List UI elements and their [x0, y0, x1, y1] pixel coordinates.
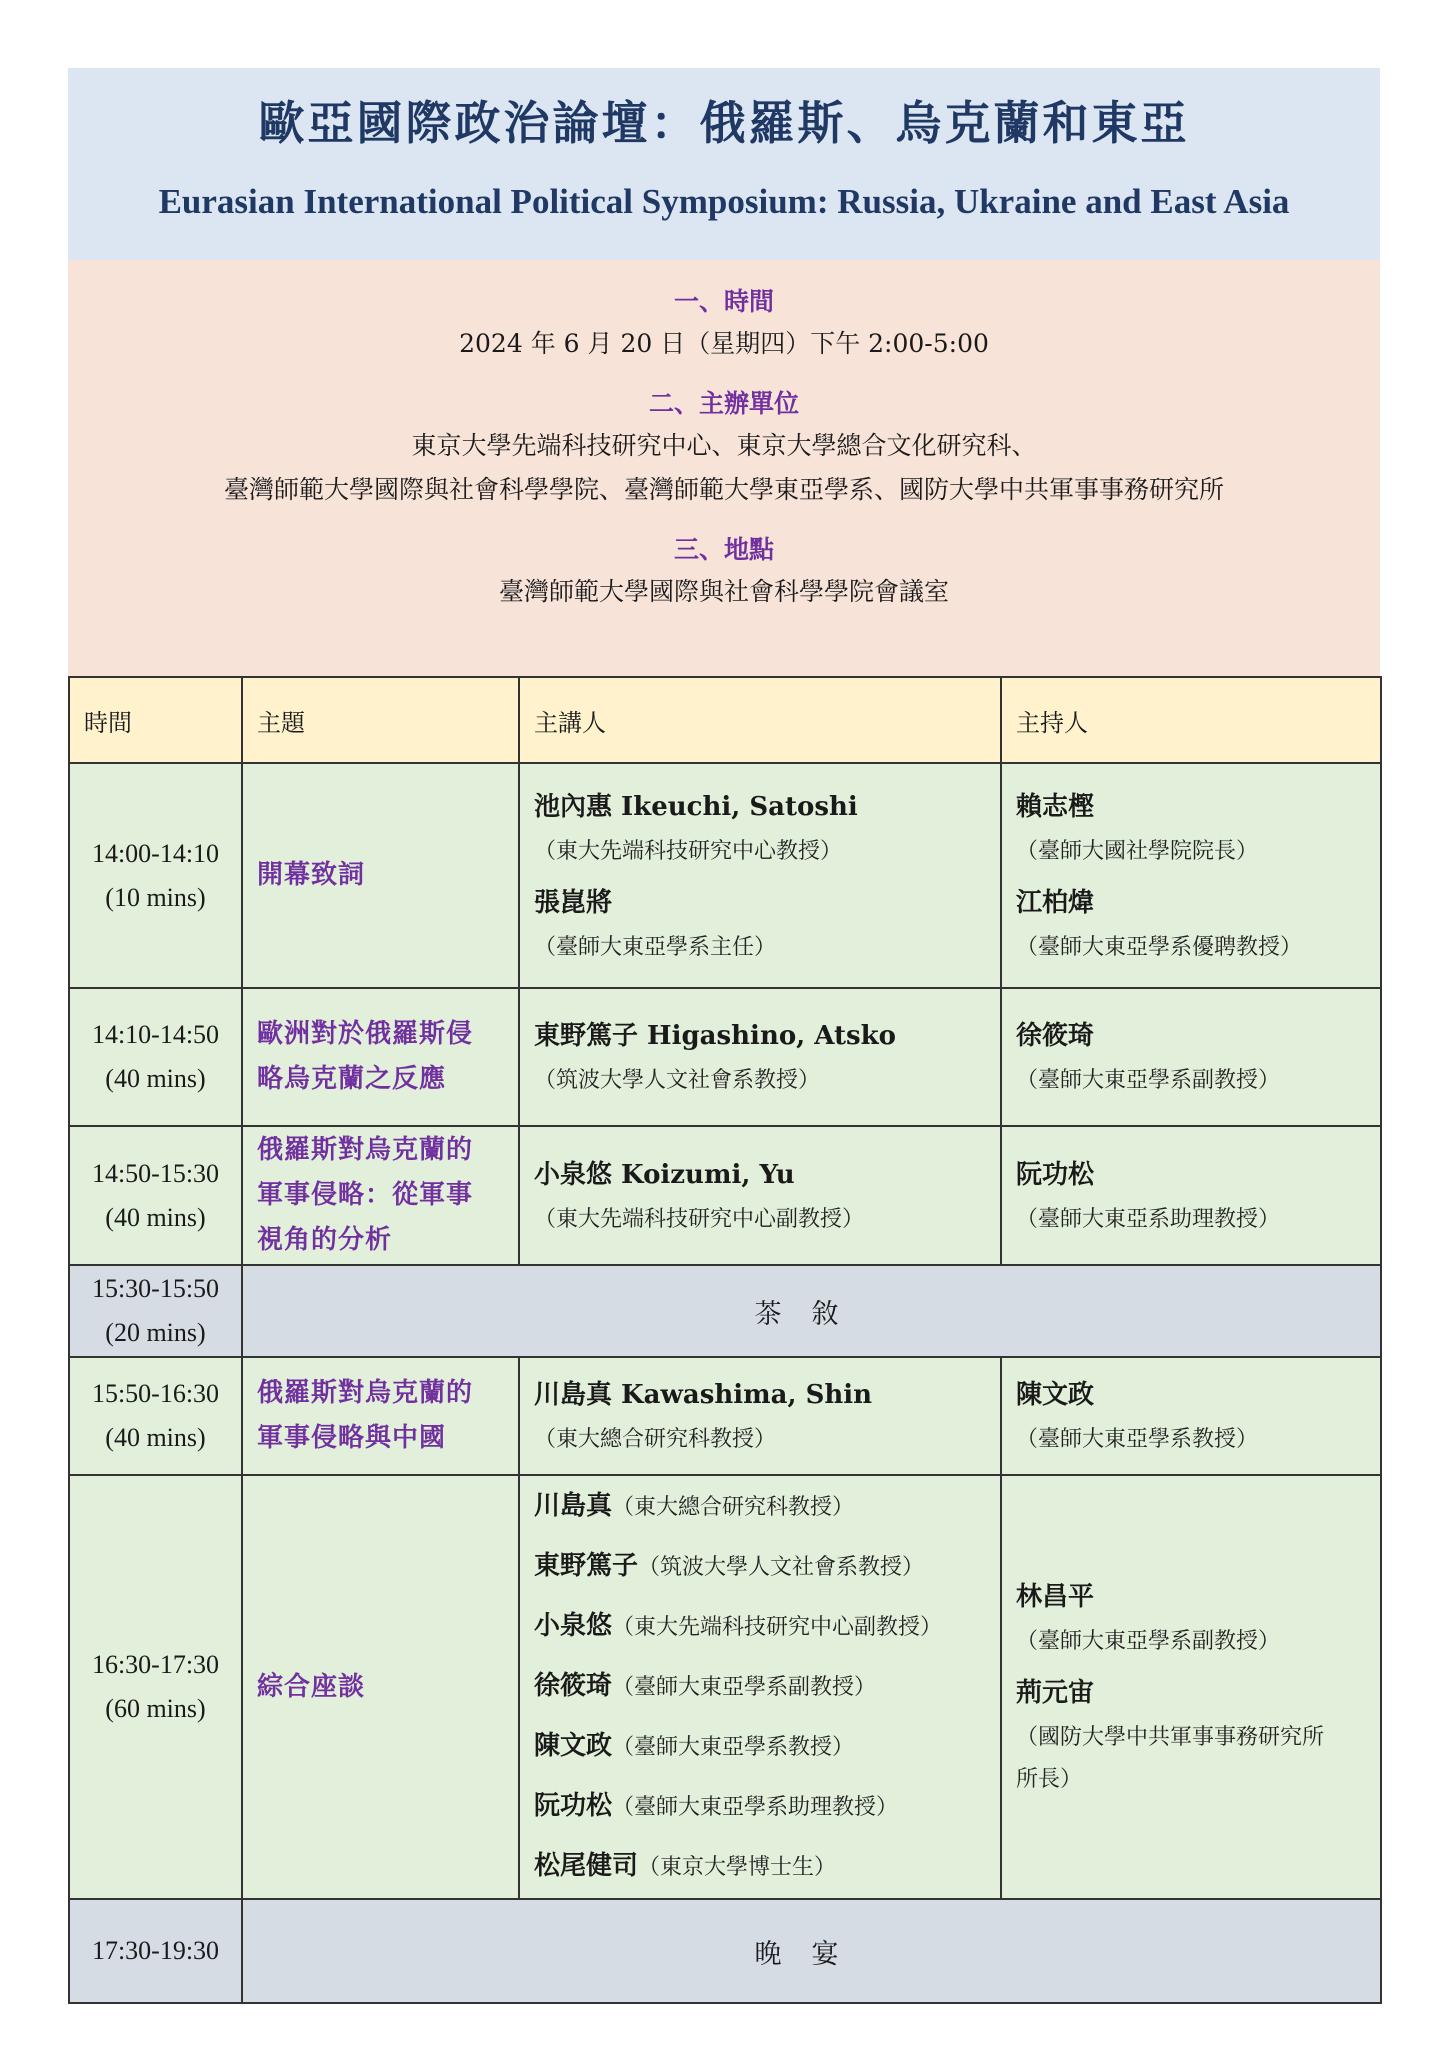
panelist-name: 松尾健司 — [534, 1851, 639, 1881]
title-zh: 歐亞國際政治論壇：俄羅斯、烏克蘭和東亞 — [258, 96, 1190, 150]
time-cell — [69, 1265, 242, 1357]
topic: 開幕致詞 — [257, 860, 366, 890]
speaker-name: 小泉悠 Koizumi, Yu — [534, 1159, 795, 1190]
topic-cell — [242, 763, 519, 988]
panelist — [534, 1657, 999, 1717]
speaker-name: 張崑將 — [534, 887, 613, 918]
topic-cell — [242, 1475, 519, 1899]
speaker-affiliation: （東大總合研究科教授） — [534, 1427, 777, 1452]
time-heading: 一、時間 — [673, 287, 774, 316]
duration: (10 mins) — [105, 882, 206, 912]
moderator-name: 徐筱琦 — [1016, 1021, 1095, 1051]
venue-text: 臺灣師範大學國際與社會科學學院會議室 — [498, 577, 949, 606]
panelist — [534, 1717, 999, 1777]
moderator-name: 陳文政 — [1016, 1380, 1095, 1410]
duration: (20 mins) — [105, 1318, 206, 1347]
moderator-name: 荊元宙 — [1016, 1678, 1095, 1708]
topic-line: 俄羅斯對烏克蘭的 — [257, 1378, 474, 1408]
time-range: 14:50-15:30 — [91, 1158, 220, 1188]
panelist-name: 東野篤子 — [534, 1551, 639, 1581]
moderator-affiliation: （國防大學中共軍事事務研究所 — [1016, 1725, 1325, 1750]
panelist-name: 阮功松 — [534, 1791, 613, 1821]
tea-break-label: 茶敘 — [242, 1265, 1381, 1357]
venue-heading: 三、地點 — [673, 535, 774, 564]
moderator-name: 江柏煒 — [1016, 887, 1095, 918]
panelist — [534, 1477, 999, 1537]
speaker-name: 東野篤子 Higashino, Atsko — [534, 1021, 897, 1051]
time-cell — [69, 1899, 242, 2003]
panelist-name: 陳文政 — [534, 1731, 613, 1761]
program-sheet — [68, 68, 1380, 2004]
duration: (60 mins) — [105, 1694, 206, 1723]
speaker-affiliation: （筑波大學人文社會系教授） — [534, 1068, 821, 1093]
panelist-affiliation: （臺師大東亞學系教授） — [612, 1735, 855, 1760]
panelist-affiliation: （臺師大東亞學系副教授） — [612, 1675, 877, 1700]
moderator-affiliation: （臺師大國社學院院長） — [1016, 838, 1259, 864]
panelist-name: 小泉悠 — [534, 1611, 613, 1641]
speaker-cell — [519, 763, 1001, 988]
moderator-name: 林昌平 — [1016, 1582, 1095, 1612]
time-cell — [69, 988, 242, 1126]
duration: (40 mins) — [105, 1202, 206, 1232]
table-row — [69, 988, 1381, 1126]
topic-cell — [242, 1357, 519, 1475]
panelist — [534, 1777, 999, 1837]
time-range: 17:30-19:30 — [91, 1936, 220, 1965]
panelist — [534, 1597, 999, 1657]
time-range: 14:00-14:10 — [91, 838, 220, 868]
panelist-affiliation: （東大總合研究科教授） — [612, 1495, 855, 1520]
time-range: 16:30-17:30 — [91, 1650, 220, 1679]
time-range: 14:10-14:50 — [91, 1020, 220, 1049]
header-time: 時間 — [69, 677, 242, 763]
speaker-cell — [519, 1357, 1001, 1475]
time-range: 15:50-16:30 — [91, 1379, 220, 1408]
duration: (40 mins) — [105, 1064, 206, 1093]
moderator-affiliation: （臺師大東亞學系副教授） — [1016, 1068, 1281, 1093]
speaker-name: 池內惠 Ikeuchi, Satoshi — [534, 791, 858, 822]
header-moderator: 主持人 — [1001, 677, 1381, 763]
topic-cell — [242, 988, 519, 1126]
topic-line: 略烏克蘭之反應 — [257, 1064, 447, 1094]
speaker-affiliation: （臺師大東亞學系主任） — [534, 934, 777, 960]
moderator-affiliation: （臺師大東亞學系教授） — [1016, 1427, 1259, 1452]
header-topic: 主題 — [242, 677, 519, 763]
table-row — [69, 1357, 1381, 1475]
topic-line: 軍事侵略與中國 — [257, 1423, 447, 1453]
break-row — [69, 1899, 1381, 2003]
time-cell — [69, 763, 242, 988]
break-row — [69, 1265, 1381, 1357]
moderator-affiliation: 所長） — [1016, 1767, 1083, 1792]
panelist-affiliation: （東大先端科技研究中心副教授） — [612, 1615, 943, 1640]
time-cell — [69, 1126, 242, 1265]
time-text: 2024 年 6 月 20 日（星期四）下午 2:00-5:00 — [459, 329, 989, 358]
moderator-affiliation: （臺師大東亞系助理教授） — [1016, 1206, 1281, 1232]
organizer-line-2: 臺灣師範大學國際與社會科學學院、臺灣師範大學東亞學系、國防大學中共軍事事務研究所 — [223, 475, 1224, 504]
table-row — [69, 1475, 1381, 1899]
panelist-name: 徐筱琦 — [534, 1671, 613, 1701]
organizer-line-1: 東京大學先端科技研究中心、東京大學總合文化研究科、 — [411, 431, 1037, 460]
moderator-cell — [1001, 763, 1381, 988]
time-range: 15:30-15:50 — [91, 1274, 220, 1303]
table-header-row — [69, 677, 1381, 763]
title-band — [68, 68, 1380, 260]
panelist-affiliation: （東京大學博士生） — [638, 1855, 837, 1880]
speaker-name: 川島真 Kawashima, Shin — [534, 1380, 873, 1410]
panelist-name: 川島真 — [534, 1491, 613, 1521]
topic-cell — [242, 1126, 519, 1265]
moderator-cell — [1001, 988, 1381, 1126]
panelist-affiliation: （筑波大學人文社會系教授） — [638, 1555, 925, 1580]
speaker-affiliation: （東大先端科技研究中心教授） — [534, 838, 843, 864]
header-speaker: 主講人 — [519, 677, 1001, 763]
schedule-table — [68, 676, 1382, 2004]
panelist — [534, 1837, 999, 1897]
moderator-cell — [1001, 1126, 1381, 1265]
dinner-label: 晚宴 — [242, 1899, 1381, 2003]
time-cell — [69, 1357, 242, 1475]
table-row — [69, 1126, 1381, 1265]
topic-line: 歐洲對於俄羅斯侵 — [257, 1019, 474, 1049]
organizer-heading: 二、主辦單位 — [648, 389, 799, 418]
panelist-affiliation: （臺師大東亞學系助理教授） — [612, 1795, 899, 1820]
moderator-name: 阮功松 — [1016, 1159, 1095, 1190]
moderator-cell — [1001, 1475, 1381, 1899]
info-band — [68, 260, 1380, 676]
moderator-affiliation: （臺師大東亞學系優聘教授） — [1016, 934, 1303, 960]
title-en: Eurasian International Political Symposium: Russia, Ukraine and East Asia — [158, 182, 1290, 221]
time-cell — [69, 1475, 242, 1899]
moderator-name: 賴志樫 — [1016, 791, 1095, 822]
topic-line: 俄羅斯對烏克蘭的 — [257, 1135, 474, 1165]
panelist — [534, 1537, 999, 1597]
topic: 綜合座談 — [257, 1671, 366, 1702]
topic-line: 視角的分析 — [257, 1225, 393, 1255]
moderator-affiliation: （臺師大東亞學系副教授） — [1016, 1629, 1281, 1654]
speaker-cell — [519, 988, 1001, 1126]
speaker-cell — [519, 1126, 1001, 1265]
table-row — [69, 763, 1381, 988]
speaker-affiliation: （東大先端科技研究中心副教授） — [534, 1206, 865, 1232]
panel-cell — [519, 1475, 1001, 1899]
duration: (40 mins) — [105, 1423, 206, 1452]
topic-line: 軍事侵略：從軍事 — [257, 1180, 474, 1210]
moderator-cell — [1001, 1357, 1381, 1475]
